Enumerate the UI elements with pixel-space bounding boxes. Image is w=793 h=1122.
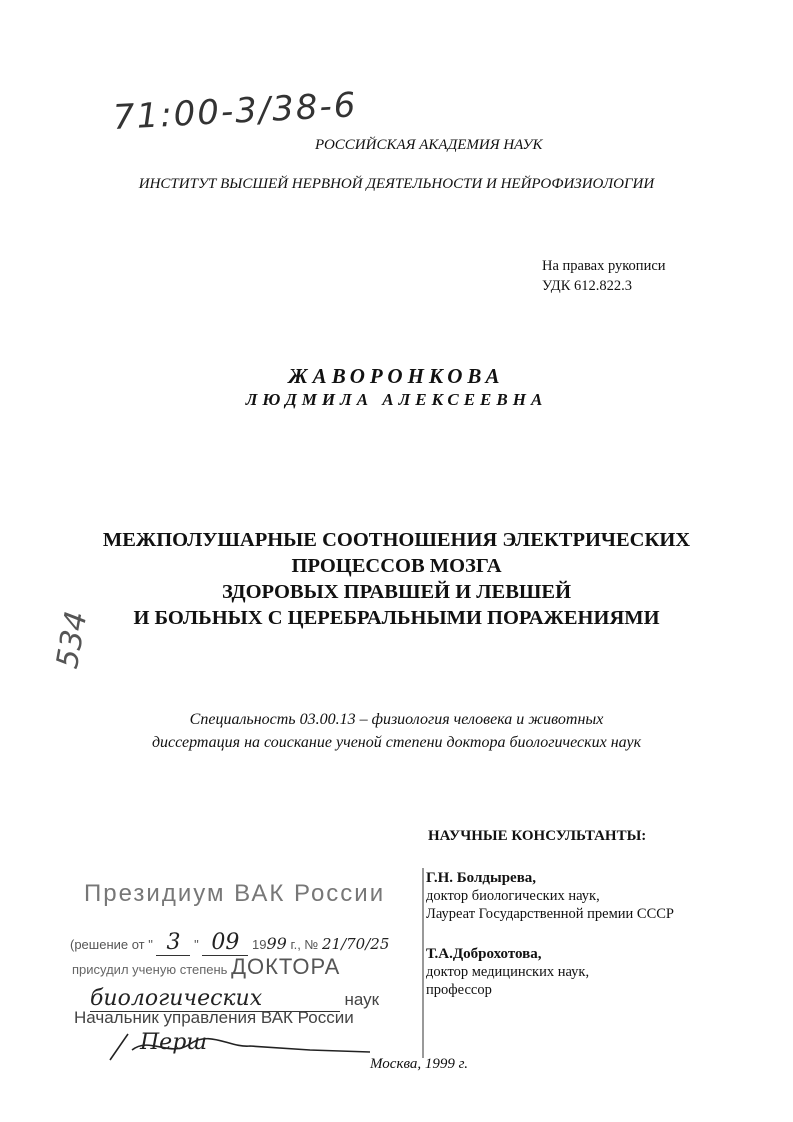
city-year: Москва, 1999 г.: [370, 1056, 469, 1072]
signature-text: Перш: [140, 1030, 208, 1055]
title-line: МЕЖПОЛУШАРНЫЕ СООТНОШЕНИЯ ЭЛЕКТРИЧЕСКИХ: [102, 529, 691, 551]
consultant-1-degree: доктор биологических наук,: [426, 888, 600, 904]
stamp-decision: (решение от " 3 " 09 1999 г., № 21/70/25: [70, 930, 390, 955]
vak-stamp: [70, 868, 428, 1060]
handwritten-archive-number: 71:00-3/38-6: [112, 85, 359, 138]
stamp-award: [72, 954, 340, 980]
author-surname: ЖАВОРОНКОВА: [288, 364, 505, 388]
stamp-month: 09: [202, 930, 248, 956]
stamp-number: 21/70/25: [322, 935, 390, 953]
consultant-2-title: профессор: [426, 982, 492, 998]
stamp-title: Президиум ВАК России: [84, 880, 386, 907]
rights-manuscript: На правах рукописи: [542, 258, 666, 274]
title-line: И БОЛЬНЫХ С ЦЕРЕБРАЛЬНЫМИ ПОРАЖЕНИЯМИ: [133, 607, 660, 629]
stamp-year-prefix: 19: [251, 937, 267, 952]
stamp-department: Начальник управления ВАК России: [74, 1008, 354, 1027]
stamp-signature: [80, 1028, 380, 1064]
handwritten-margin-note: 534: [50, 608, 95, 672]
thesis-title: [0, 527, 793, 631]
specialty-code: Специальность 03.00.13 – физиология человека и животных: [189, 711, 604, 728]
consultants-heading: НАУЧНЫЕ КОНСУЛЬТАНТЫ:: [428, 828, 647, 844]
signature-stroke: [80, 1028, 380, 1064]
consultant-1-name: Г.Н. Болдырева,: [426, 870, 537, 886]
rights-block: [542, 256, 666, 296]
udc-code: УДК 612.822.3: [542, 278, 632, 294]
academy-name: РОССИЙСКАЯ АКАДЕМИЯ НАУК: [315, 137, 543, 153]
author-name: ЛЮДМИЛА АЛЕКСЕЕВНА: [245, 390, 548, 409]
stamp-decision-prefix: (решение от ": [70, 937, 153, 952]
title-line: ПРОЦЕССОВ МОЗГА: [291, 555, 502, 577]
title-line: ЗДОРОВЫХ ПРАВШЕЙ И ЛЕВШЕЙ: [221, 581, 572, 603]
stamp-awarded: присудил ученую степень: [72, 962, 228, 977]
stamp-decision-suffix: г., №: [290, 937, 319, 952]
consultant-2-degree: доктор медицинских наук,: [426, 964, 590, 980]
institute-name: ИНСТИТУТ ВЫСШЕЙ НЕРВНОЙ ДЕЯТЕЛЬНОСТИ И НЕЙРОФИЗИОЛОГИИ: [138, 176, 655, 192]
stamp-edge: [422, 868, 424, 1058]
stamp-degree: ДОКТОРА: [231, 954, 341, 979]
consultant-1-award: Лауреат Государственной премии СССР: [426, 906, 675, 922]
degree-statement: диссертация на соискание ученой степени доктора биологических наук: [151, 734, 642, 751]
specialty-block: [0, 708, 793, 754]
stamp-day: 3: [156, 930, 190, 956]
stamp-field-suffix: наук: [344, 990, 380, 1009]
consultant-2-name: Т.А.Доброхотова,: [426, 946, 542, 962]
stamp-field-handwritten: биологических: [90, 986, 340, 1012]
stamp-year: 99: [266, 934, 287, 953]
